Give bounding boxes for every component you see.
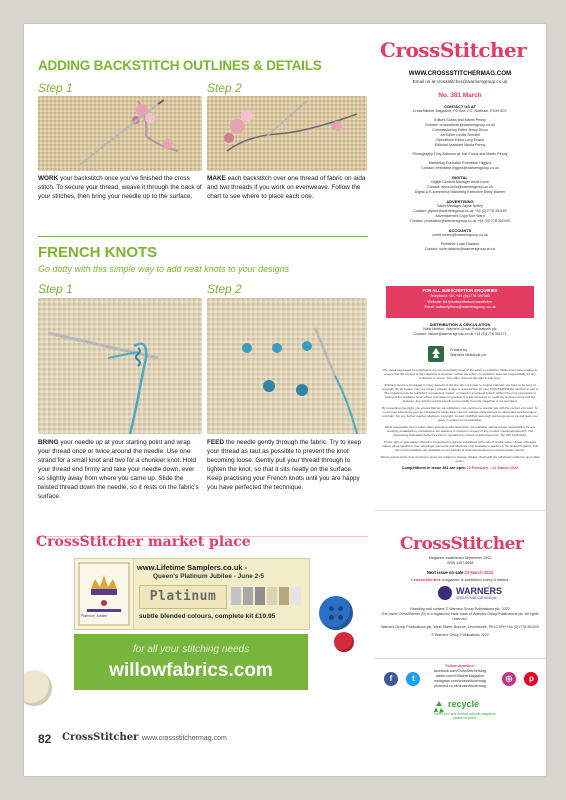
recycle-label: recycle	[448, 699, 480, 709]
editors-contact: Contact: crossstitcher@warnersgroup.co.uk	[425, 123, 495, 127]
frequency-brand: CrossStitcher	[410, 577, 442, 582]
ad1-price-line: subtle blended colours, complete kit £19.95	[139, 613, 276, 620]
instagram-icon[interactable]: ◎	[502, 672, 516, 686]
ad1-sample-box	[139, 585, 227, 609]
editors: Editors Susan and Martin Penny	[434, 118, 486, 122]
competition-dates	[380, 466, 540, 470]
tutorial-column	[24, 24, 369, 776]
contact-address: CrossStitcher Magazine, PO Box 172, Northam, EX39 9DY	[412, 109, 508, 113]
marketing-contact: Contact: emmeline.higgins@warnersgroup.co.uk	[421, 166, 499, 170]
follow-heading: Follow us online!	[445, 664, 475, 668]
digital-marketing: Digital & E-commerce Marketing Executive Emily Warner	[414, 190, 506, 194]
issue-number: No. 381 March	[438, 92, 482, 99]
distribution-contact: Contact: nikkim@warnersgroup.co.uk +44 (0)1778 391171	[413, 332, 507, 336]
next-issue-date: 23 March 2022	[464, 570, 494, 575]
next-issue-label: Next issue on sale	[426, 570, 464, 575]
masthead-column	[374, 24, 546, 776]
fsc-logo	[428, 346, 444, 362]
caption-body: your needle up at your starting point and wrap your thread once or twice around the needle. Use one strand for a small knot and two for a chunkier knot. Hold your thread end firmly and take your needle down, ever so slightly away from where you came up. Slide the twisted thread down the needle, so it rests on the fabric's surface.	[38, 439, 199, 500]
publisher-contact: Contact: lucie.dawson@warnersgroup.co.uk	[424, 247, 496, 251]
legal-paragraph: Prizes, gifts or give-aways offered in competitions might be substituted with ones of similar value. Unless otherwise stated, all competitions, free samplings, discounts and offers are only available to readers in the United Kingdom. Full terms and conditions are available on our website at www.warnersgroup.co.uk/competition-terms/.	[382, 440, 538, 452]
copyright-notice: © Warners Group Publications 2022	[431, 633, 489, 637]
printed-by	[450, 348, 486, 358]
facebook-link[interactable]: facebook.com/CrossStitcherMag	[434, 669, 486, 673]
masthead-website[interactable]: WWW.CROSSSTITCHERMAG.COM	[408, 70, 512, 77]
right-divider-2	[374, 658, 546, 659]
chart-caption: Platinum Jubilee	[81, 614, 108, 618]
ad2-url: willowfabrics.com	[109, 660, 273, 681]
distribution-name: Nikki Munton, Warners Group Publications plc	[423, 327, 497, 331]
pinterest-link[interactable]: pinterest.co.uk/crossstitchermag	[434, 684, 486, 688]
second-logo: CrossStitcher	[400, 534, 524, 554]
backstitch-step1-photo	[38, 96, 202, 171]
publisher: Publisher Lucie Dawson	[440, 242, 480, 246]
recycle-sub: When you have finished with this magazine please recycle it.	[434, 712, 496, 720]
blue-button-decoration	[319, 596, 353, 630]
advertising-heading: ADVERTISING	[446, 199, 474, 204]
ad1-thread-swatches	[229, 585, 305, 607]
social-links	[422, 664, 498, 689]
willow-fabrics-ad[interactable]	[74, 634, 308, 690]
legal-paragraph: By requesting copyright, you ensure that we, as publishers, can continue to provide you with the content you want. To read more about how you can navigate the sticky area, visit our website www.warners.co.uk/contact-us/information/ copyright. For any further queries relating to copyright, contact CraftPermissions@ warnersgroup.co.uk and state your query in relation to CrossStitcher.	[381, 406, 539, 422]
sales-manager: Sales Manager Jayne Notley	[437, 204, 483, 208]
photography-credit: Photography Tony Atkinson at Just Focus and Martin Penny	[412, 152, 508, 156]
advertisement-copy: Advertisement Copy Sue Ward	[435, 214, 485, 218]
red-button-decoration	[334, 632, 354, 652]
caption-lead: FEED	[207, 439, 225, 446]
backstitch-step2-caption	[207, 174, 367, 201]
backstitch-step1-caption	[38, 174, 202, 201]
sales-contact: Contact: jaynen@warnersgroup.co.uk +44 (0)1778 391189	[413, 209, 507, 213]
ad1-platinum-word: Platinum	[149, 589, 217, 604]
social-icons-right	[502, 668, 538, 686]
ad2-tagline: for all your stitching needs	[132, 644, 250, 655]
advertisement-copy-contact: Contact: production@warnersgroup.co.uk +44 (0)1778 392405	[410, 219, 510, 223]
masthead-email[interactable]: Email us at crossstitcher@warnersgroup.co.uk	[412, 79, 508, 84]
editorial-assistant: Editorial Assistant Nicola Penny	[434, 143, 486, 147]
caption-lead: MAKE	[207, 175, 226, 182]
caption-body: your backstitch once you've finished the cross stitch. To secure your thread, weave it through the back of your stitches, then bring your needle up to the surface.	[38, 175, 202, 200]
branding-notice: Branding and content © Warners Group Publications plc, 2022	[410, 607, 510, 611]
pinterest-icon[interactable]: p	[524, 672, 538, 686]
frequency-text: magazine is published every 4 weeks.	[441, 577, 510, 582]
jubilee-chart-image	[75, 559, 134, 629]
digital-manager: Digital Content Manager Anna Levin	[431, 180, 489, 184]
accounts-contact: credit.control@warnersgroup.co.uk	[432, 233, 488, 237]
backstitch-step2-photo	[207, 96, 367, 171]
marketplace-title: CrossStitcher market place	[36, 534, 251, 550]
commissioning-editor: Commissioning Editor Jenny Dixon	[432, 128, 488, 132]
contact-heading: CONTACT US AT	[444, 104, 476, 109]
accounts-heading: ACCOUNTS	[448, 228, 472, 233]
twitter-link[interactable]: twitter.com/XStitcherMagazine	[435, 674, 485, 678]
backstitch-step1-label: Step 1	[38, 81, 73, 95]
facebook-icon[interactable]: f	[384, 672, 398, 686]
warners-sub: GROUP PUBLICATIONS plc	[456, 596, 497, 600]
legal-paragraph: Stitching can be encouraged in many aspects of the law when it comes to original material; you have to be wary of copyright. By all means, copy the project, artwork, image or reproduction for your OWN PERSONAL use but no part of this magazine may be published, reproduced, copied, or stored in a retrieval system without the prior permission in writing of the publisher. Even where permission is granted, it is still necessary to credit the original source and the designer. Any activity used to benefit commercially from the magazine is not permitted.	[381, 383, 539, 403]
backstitch-step2-label: Step 2	[207, 81, 242, 95]
distribution-heading: DISTRIBUTION & CIRCULATION	[429, 322, 491, 327]
caption-lead: WORK	[38, 175, 59, 182]
instagram-link[interactable]: instagram.com/crossstitchermag	[434, 679, 486, 683]
subscription-website: Website: bit.ly/subscribetocrossstitcher	[427, 299, 493, 304]
footer-url: www.crossstitchermag.com	[142, 735, 227, 742]
publisher-block	[380, 607, 540, 638]
frequency-line	[374, 577, 546, 582]
page-number: 82	[38, 732, 52, 746]
subscription-telephone: Telephone: UK +44 (0)1778 392385	[429, 294, 491, 298]
knots-step1-caption	[38, 438, 202, 501]
ad1-tagline: Queen's Platinum Jubilee - June 2-5	[153, 573, 264, 580]
digital-contact: Contact: anna.levin@warnersgroup.co.uk	[427, 185, 493, 189]
caption-body: the needle gently through the fabric. Try to keep your thread as taut as possible to prevent the knot becoming loose. Gently pull your thread through to tighten the knot, so that it sits neatly on the surface. Keep practising your French knots until you are happy you have perfected the technique.	[207, 439, 362, 491]
knots-step2-label: Step 2	[207, 282, 242, 296]
section-divider	[38, 236, 368, 237]
knots-step2-photo	[207, 298, 367, 434]
operations-editor: Operations Editor Lucy Evans	[436, 138, 484, 142]
marketing-executive: Marketing Executive Emmeline Higgins	[428, 161, 492, 165]
competition-range: 23 February – 21 March 2022	[466, 466, 519, 470]
issn: ISSN 1467-6648	[446, 561, 474, 565]
warners-w-icon	[438, 586, 452, 600]
printed-by-label: Printed by	[450, 348, 468, 352]
art-editor: Art Editor Lucille Rendell	[440, 133, 480, 137]
legal-paragraph: The views expressed by contributors are not necessarily those of the editor or publisher. While every care is taken to ensure that the content of the magazine is accurate, neither the editor nor publisher assumes responsibility for any omissions or errors. The editor reserves the right to edit copy.	[382, 368, 538, 380]
french-knots-subtitle: Go dotty with this simple way to add neat knots to your designs	[38, 264, 290, 274]
ad1-url: www.Lifetime Samplers.co.uk -	[137, 563, 248, 572]
publisher-address: Warners Group Publications plc, West Street, Bourne, Lincolnshire, PE10 9PH +44 (0)1778 391000	[380, 625, 540, 629]
legal-block	[380, 368, 540, 470]
printer-name: Warners Midlands plc	[450, 353, 487, 357]
warners-logo: WARNERS	[456, 586, 503, 596]
subscription-email: Email: subscriptions@warnersgroup.co.uk	[424, 305, 496, 309]
footer-brand: CrossStitcher	[62, 732, 139, 743]
magazine-page	[24, 24, 546, 776]
right-divider	[374, 510, 546, 511]
french-knots-title: FRENCH KNOTS	[38, 244, 158, 261]
caption-lead: BRING	[38, 439, 59, 446]
subscription-box[interactable]	[386, 286, 534, 318]
twitter-icon[interactable]: t	[406, 672, 420, 686]
knots-step1-label: Step 1	[38, 282, 73, 296]
distribution-block	[378, 322, 542, 337]
legal-paragraph: While reasonable care is taken when accepting advertisements, the publisher cannot accept responsibility for any resulting unsatisfactory transactions. No warranty is implied in respect of any product mentioned herewith. The Advertising Standards Authority exists to regulate the content of advertisements. Tel: 020 7429 2222.	[384, 425, 536, 437]
credits-block	[378, 104, 542, 252]
established-date: Magazine established September 1992	[428, 556, 492, 560]
backstitch-title: ADDING BACKSTITCH OUTLINES & DETAILS	[38, 58, 322, 73]
competition-label: Competitions in issue 381 are open	[401, 466, 466, 470]
next-issue	[374, 570, 546, 575]
caption-body: each backstitch over one thread of fabric on aida and two threads if you work on evenweave. Follow the chart to see where to place each one.	[207, 175, 366, 200]
lifetime-samplers-ad[interactable]	[74, 558, 310, 630]
social-icons-left	[384, 668, 420, 686]
masthead-logo: CrossStitcher	[380, 38, 527, 62]
digital-heading: DIGITAL	[452, 175, 468, 180]
knots-step2-caption	[207, 438, 367, 492]
trademark-notice: The name CrossStitcher (R) is a registered trade mark of Warners Group Publications plc. All rights reserved.	[381, 612, 539, 621]
legal-paragraph: Where quoted at the time of going to press are subject to change. Please check with the individual retailer for up-to-date prices.	[380, 455, 540, 463]
subscription-heading: FOR ALL SUBSCRIPTION ENQUIRIES	[422, 288, 498, 293]
knots-step1-photo	[38, 298, 202, 434]
